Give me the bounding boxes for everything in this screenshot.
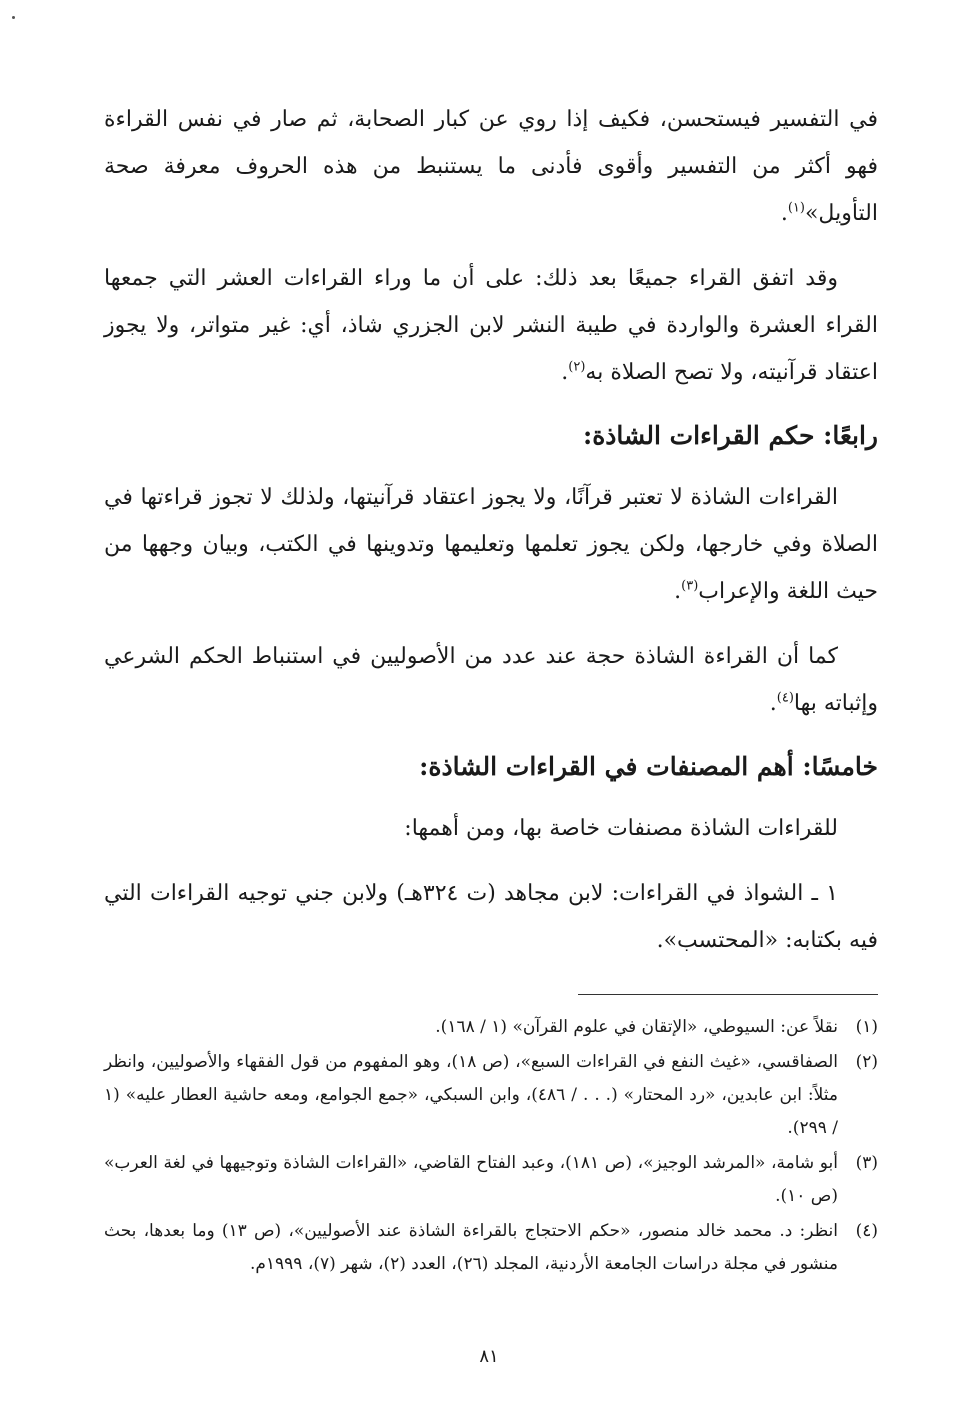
paragraph-6: ١ ـ الشواذ في القراءات: لابن مجاهد (ت ٣٢٤هـ) ولابن جني توجيه القراءات التي فيه بكتابه: «المحتسب». (104, 881, 878, 953)
footnote-text: نقلاً عن: السيوطي، «الإتقان في علوم القرآن» (١ / ١٦٨). (435, 1017, 838, 1037)
footnote-4 (104, 1215, 878, 1281)
scan-speck (12, 16, 15, 19)
footnote-number: (١) (855, 1017, 878, 1037)
paragraph-3 (104, 474, 878, 615)
paragraph-2-text: وقد اتفق القراء جميعًا بعد ذلك: على أن ما وراء القراءات العشر التي جمعها القراء العشرة والواردة في طيبة النشر لابن الجزري شاذ، أي: غير متواتر، ولا يجوز اعتقاد قرآنيته، ولا تصح الصلاة به (104, 266, 878, 385)
footnote-number: (٣) (855, 1153, 878, 1173)
section-heading-fifth: خامسًا: أهم المصنفات في القراءات الشاذة: (419, 752, 878, 781)
footnote-2 (104, 1046, 878, 1145)
footnote-text: الصفاقسي، «غيث النفع في القراءات السبع»، (ص ١٨)، وهو المفهوم من قول الفقهاء والأصوليين، وانظر مثلاً: ابن عابدين، «رد المحتار» (. . . / ٤٨٦)، وابن السبكي، «جمع الجوامع، ومعه حاشية العطار عليه» (١ / ٢٩٩). (104, 1052, 839, 1138)
footnote-ref-4[interactable]: (٤) (776, 690, 794, 706)
paragraph-1-text: في التفسير فيستحسن، فكيف إذا روي عن كبار الصحابة، ثم صار في نفس القراءة فهو أكثر من التفسير وأقوى فأدنى ما يستنبط من هذه الحروف معرفة صحة التأويل» (104, 107, 878, 226)
page-body (104, 96, 878, 1283)
footnote-number: (٢) (855, 1052, 878, 1072)
paragraph-1-end: . (780, 201, 788, 226)
footnote-text: أبو شامة، «المرشد الوجيز»، (ص ١٨١)، وعبد الفتاح القاضي، «القراءات الشاذة وتوجيهها في لغة العرب» (ص ١٠). (104, 1153, 838, 1206)
section-heading-fourth: رابعًا: حكم القراءات الشاذة: (582, 421, 878, 450)
paragraph-4-text: كما أن القراءة الشاذة حجة عند عدد من الأصوليين في استنباط الحكم الشرعي وإثباته بها (104, 644, 878, 716)
paragraph-4 (104, 633, 878, 727)
paragraph-5: للقراءات الشاذة مصنفات خاصة بها، ومن أهمها: (404, 816, 838, 841)
page-number: ٨١ (479, 1346, 499, 1367)
paragraph-4-end: . (769, 691, 777, 716)
footnote-separator (578, 994, 878, 995)
footnote-1 (104, 1011, 878, 1044)
footnote-ref-1[interactable]: (١) (787, 200, 805, 216)
paragraph-3-end: . (674, 579, 682, 604)
footnote-ref-3[interactable]: (٣) (681, 578, 699, 594)
paragraph-1 (104, 96, 878, 237)
paragraph-2-end: . (561, 360, 569, 385)
footnote-text: انظر: د. محمد خالد منصور، «حكم الاحتجاج بالقراءة الشاذة عند الأصوليين»، (ص ١٣) وما بعدها، بحث منشور في مجلة دراسات الجامعة الأردنية، المجلد (٢٦)، العدد (٢)، شهر (٧)، ١٩٩٩م. (104, 1221, 838, 1274)
footnote-3 (104, 1147, 878, 1213)
paragraph-2 (104, 255, 878, 396)
footnote-ref-2[interactable]: (٢) (568, 359, 586, 375)
paragraph-3-text: القراءات الشاذة لا تعتبر قرآنًا، ولا يجوز اعتقاد قرآنيتها، ولذلك لا تجوز قراءتها في الصلاة وفي خارجها، ولكن يجوز تعلمها وتعليمها وتدوينها في الكتب، وبيان وجهها من حيث اللغة والإعراب (104, 485, 878, 604)
footnote-number: (٤) (855, 1221, 878, 1241)
footnotes (104, 1011, 878, 1281)
